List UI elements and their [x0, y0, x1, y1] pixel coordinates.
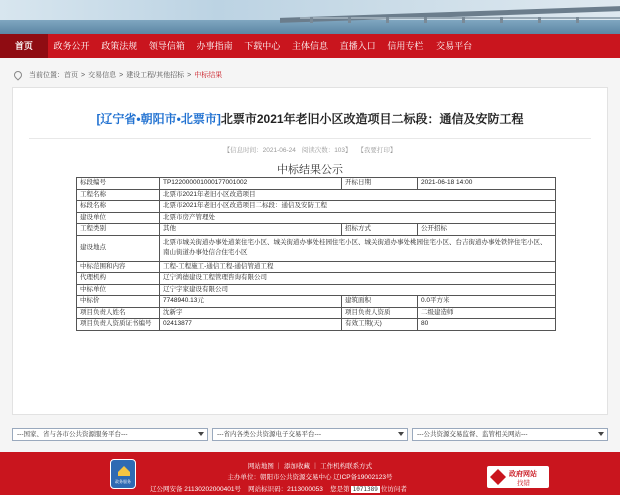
visit-counter: 1071389: [352, 486, 378, 493]
table-row: 建设地点 北票市城关街道办事处道莱住宅小区、城关街道办事处桂园住宅小区、城关街道办事处桃园住宅小区、台吉街道办事处铁锌住宅小区、南山街道办事处信合住宅小区: [77, 235, 556, 261]
table-row: 工程名称 北票市2021年老旧小区改造项目: [77, 189, 556, 201]
chevron-down-icon: [198, 432, 204, 436]
visits-label: 您是第: [330, 486, 350, 493]
header-banner: [0, 0, 620, 34]
nav-government-affairs[interactable]: 政务公开: [53, 41, 90, 51]
breadcrumb-home[interactable]: 首页: [64, 72, 78, 79]
region-label: [辽宁省•朝阳市•北票市]: [96, 112, 221, 126]
gov-service-badge-icon[interactable]: 政务服务: [110, 459, 136, 489]
table-row: 中标价 7748940.13元 建筑面积 0.0平方米: [77, 296, 556, 308]
table-row: 工程类别 其他 招标方式 公开招标: [77, 224, 556, 236]
gov-site-error-report[interactable]: 政府网站 找错: [487, 466, 549, 488]
national-platforms-select[interactable]: ---国家、省与各市公共资源服务平台---: [12, 428, 208, 441]
article-meta: [13, 145, 607, 154]
table-row: 中标单位 辽宁宇家建设有限公司: [77, 284, 556, 296]
nav-credit[interactable]: 信用专栏: [387, 41, 424, 51]
chevron-down-icon: [398, 432, 404, 436]
related-sites-bar: [0, 424, 620, 444]
main-nav: [0, 34, 620, 58]
table-row: 代理机构 辽宁鸿德建设工程管理咨询有限公司: [77, 273, 556, 285]
nav-trading-platform[interactable]: 交易平台: [436, 41, 473, 51]
location-pin-icon: [12, 69, 23, 80]
nav-entity-info[interactable]: 主体信息: [291, 41, 328, 51]
breadcrumb-prefix: 当前位置：: [29, 72, 64, 79]
visits-suffix: 位访问者: [380, 486, 407, 493]
meta-views: 阅读次数：103】: [301, 147, 352, 154]
table-row: 中标范围和内容 工程-工程施工-通信工程-通信管道工程: [77, 261, 556, 273]
nav-download[interactable]: 下载中心: [244, 41, 281, 51]
table-row: 标段编号 TP122000001000177001002 开标日期 2021-06-18 14:00: [77, 178, 556, 190]
police-record: 辽公网安备 21130202000401号: [150, 486, 241, 493]
nav-leader-mailbox[interactable]: 领导信箱: [148, 41, 185, 51]
supervision-sites-select[interactable]: ---公共资源交易监督、监管相关网站---: [412, 428, 608, 441]
nav-policies[interactable]: 政策法规: [101, 41, 138, 51]
footer-info: 主办单位：朝阳市公共资源交易中心 辽ICP备19002123号: [227, 474, 393, 481]
title-text: 北票市2021年老旧小区改造项目二标段：通信及安防工程: [220, 112, 524, 126]
table-row: 项目负责人姓名 沈新宇 项目负责人资质 二级建造师: [77, 307, 556, 319]
print-link[interactable]: 【我要打印】: [357, 147, 397, 154]
result-table: [76, 177, 556, 331]
footer-record: [150, 484, 407, 493]
provincial-platforms-select[interactable]: ---省内各类公共资源电子交易平台---: [212, 428, 408, 441]
breadcrumb-category[interactable]: 建设工程/其他招标: [126, 72, 185, 79]
site-code: 网站标识码：2113000053: [248, 486, 323, 493]
footer-links[interactable]: 网站地图 ｜ 添加收藏 ｜ 工作机构联系方式: [247, 463, 373, 470]
nav-home[interactable]: 首页: [0, 34, 48, 58]
breadcrumb-trade-info[interactable]: 交易信息: [88, 72, 117, 79]
table-row: 标段名称 北票市2021年老旧小区改造项目二标段：通信及安防工程: [77, 201, 556, 213]
table-row: 项目负责人资质证书编号 02413877 有效工期(天) 80: [77, 319, 556, 331]
nav-guide[interactable]: 办事指南: [196, 41, 233, 51]
chevron-down-icon: [598, 432, 604, 436]
gov-site-icon: [490, 469, 506, 485]
nav-live[interactable]: 直播入口: [339, 41, 376, 51]
content-card: [12, 87, 608, 415]
table-row: 建设单位 北票市房产管理处: [77, 212, 556, 224]
meta-date: 【信息时间：2021-06-24: [223, 147, 296, 154]
breadcrumb: 当前位置： 首页 > 交易信息 > 建设工程/其他招标 > 中标结果: [14, 68, 222, 82]
breadcrumb-current: 中标结果: [194, 72, 223, 79]
notice-title: 中标结果公示: [277, 164, 343, 176]
page-title: [13, 110, 607, 127]
